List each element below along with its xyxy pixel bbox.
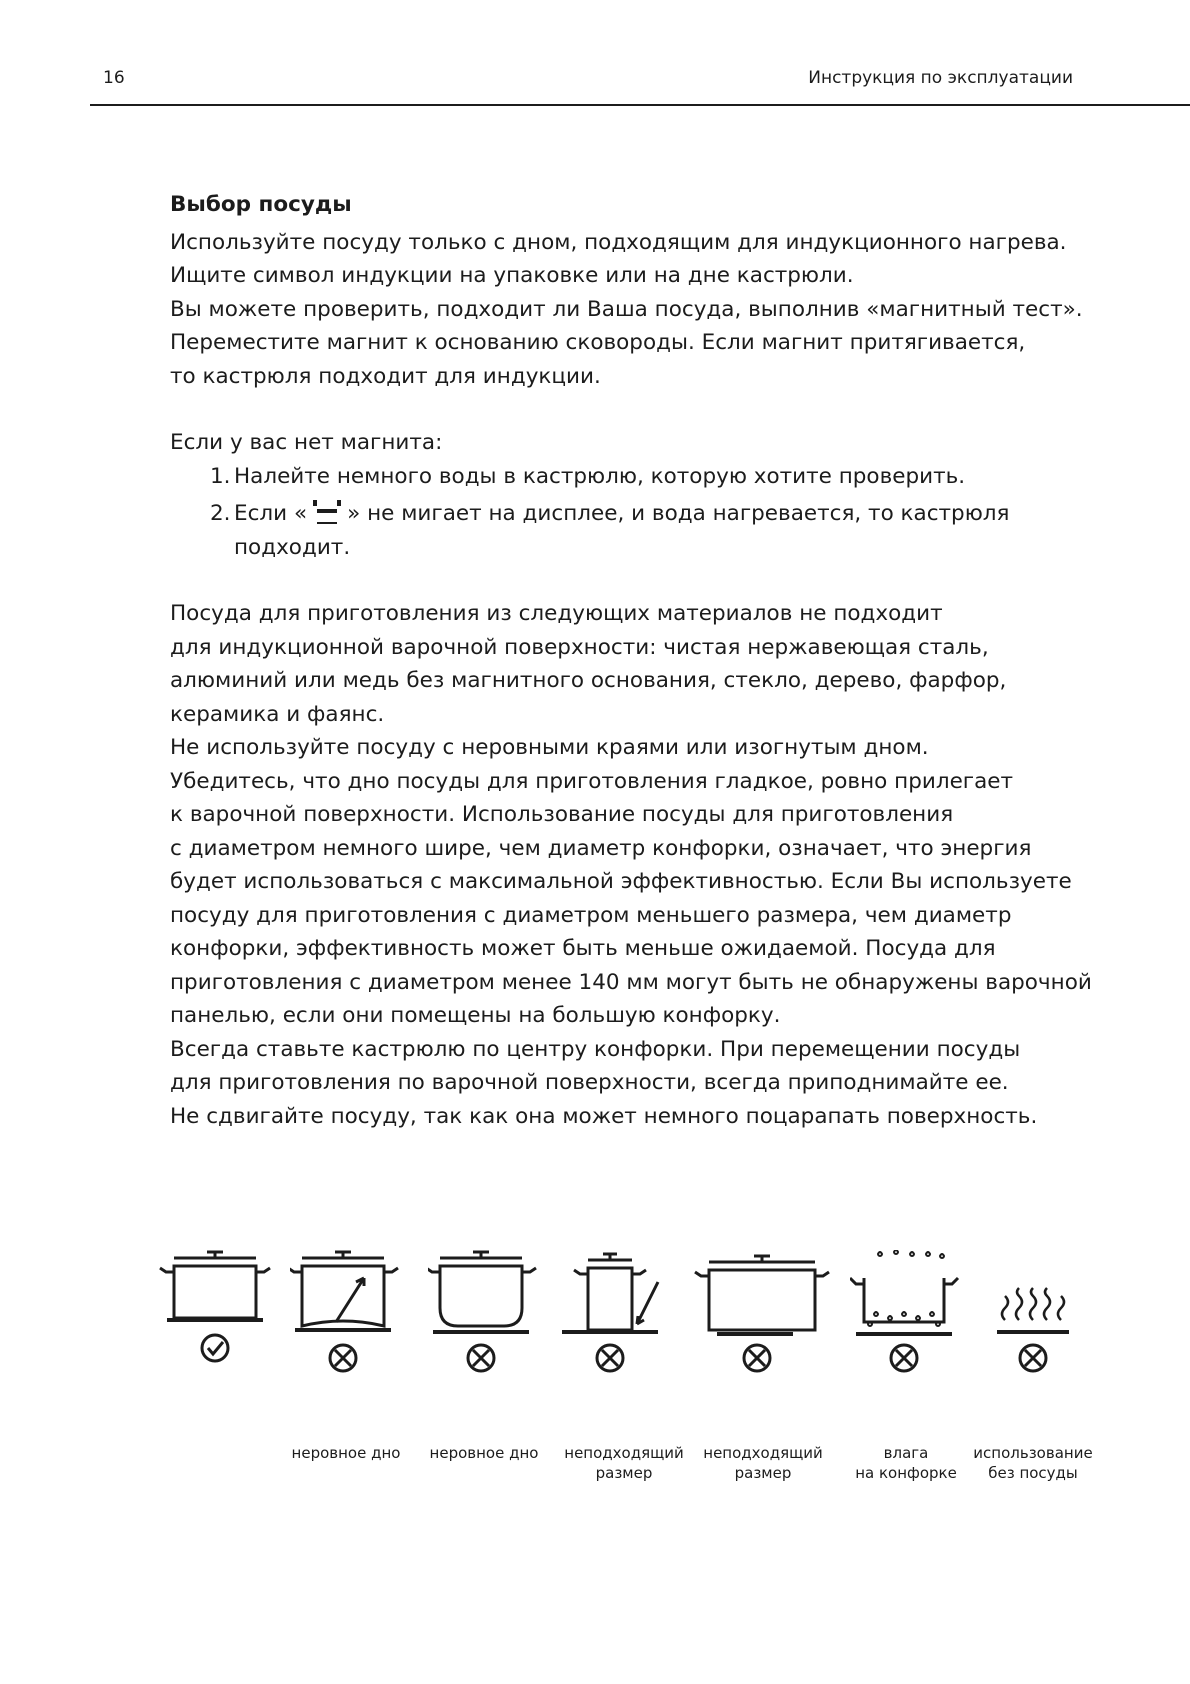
- display-u-symbol-icon: [307, 500, 347, 524]
- hob-without-pot-icon: [985, 1250, 1125, 1440]
- icon-caption: неподходящий размер: [703, 1444, 823, 1482]
- list-item: [210, 460, 1110, 494]
- icon-caption: использование без посуды: [973, 1444, 1093, 1482]
- document-title: Инструкция по эксплуатации: [808, 68, 1073, 88]
- icon-item: [428, 1250, 568, 1462]
- icon-item: [290, 1250, 430, 1462]
- pot-correct-icon: [158, 1250, 298, 1440]
- list-item: [210, 497, 1110, 564]
- pot-moisture-icon: [850, 1250, 990, 1440]
- pot-too-large-icon: [693, 1250, 833, 1440]
- page-header: [0, 0, 1190, 106]
- test-steps-list: [170, 460, 1110, 565]
- cookware-icons-row: [0, 1250, 1190, 1500]
- icon-caption: неровное дно: [429, 1444, 539, 1462]
- icon-item: [560, 1250, 700, 1482]
- section-body: [170, 188, 1110, 1133]
- icon-caption: неподходящий размер: [564, 1444, 684, 1482]
- step-text: Налейте немного воды в кастрюлю, которую хотите проверить.: [234, 463, 966, 489]
- step-text-before: Если «: [234, 501, 308, 526]
- icon-item: [850, 1250, 990, 1482]
- icon-caption: неровное дно: [291, 1444, 401, 1462]
- pot-too-small-icon: [560, 1250, 700, 1440]
- section-heading: Выбор посуды: [170, 192, 352, 217]
- step-number: 2.: [210, 501, 231, 526]
- materials-paragraph: Посуда для приготовления из следующих материалов не подходит для индукционной варочной поверхности: чистая нержавеющая сталь, алюминий или медь без магнитного основания, стекло, дерево, фарфор, керамика и фаянс. Не используйте посуду с неровными краями или изогнутым дном. Убедитесь, что дно посуды для приготовления гладкое, ровно прилегает к варочной поверхности. Использование посуды для приготовления с диаметром немного шире, чем диаметр конфорки, означает, что энергия будет использоваться с максимальной эффективностью. Если Вы используете посуду для приготовления с диаметром меньшего размера, чем диаметр конфорки, эффективность может быть меньше ожидаемой. Посуда для приготовления с диаметром менее 140 мм могут быть не обнаружены варочной панелью, если они помещены на большую конфорку. Всегда ставьте кастрюлю по центру конфорки. При перемещении посуды для приготовления по варочной поверхности, всегда приподнимайте ее. Не сдвигайте посуду, так как она может немного поцарапать поверхность.: [170, 601, 1092, 1129]
- header-divider: [90, 104, 1190, 106]
- icon-caption: влага на конфорке: [855, 1444, 957, 1482]
- pot-curved-bottom-icon: [428, 1250, 568, 1440]
- icon-item: [158, 1250, 298, 1440]
- page-number: 16: [103, 68, 125, 88]
- icon-item: [973, 1250, 1125, 1482]
- intro-paragraph: Используйте посуду только с дном, подходящим для индукционного нагрева. Ищите символ индукции на упаковке или на дне кастрюли. Вы можете проверить, подходит ли Ваша посуда, выполнив «магнитный тест». Переместите магнит к основанию сковороды. Если магнит притягивается, то кастрюля подходит для индукции.: [170, 229, 1083, 389]
- pot-uneven-bottom-icon: [290, 1250, 430, 1440]
- step-number: 1.: [210, 463, 231, 489]
- no-magnet-label: Если у вас нет магнита:: [170, 430, 443, 455]
- icon-item: [693, 1250, 833, 1482]
- step-text-cont: подходит.: [234, 534, 351, 560]
- step-text-after: » не мигает на дисплее, и вода нагревается, то кастрюля: [347, 501, 1010, 526]
